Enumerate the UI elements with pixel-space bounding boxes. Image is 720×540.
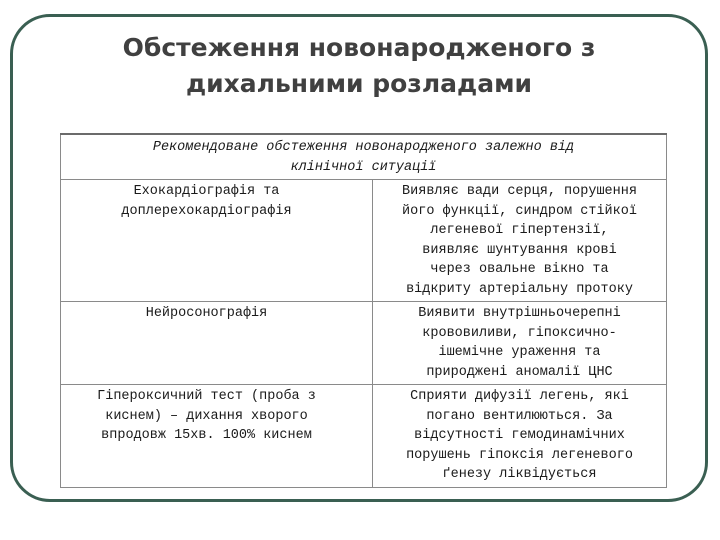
cell-line: відсутності гемодинамічних	[414, 428, 625, 443]
header-line: клінічної ситуації	[290, 159, 437, 175]
cell-line: погано вентилюються. За	[426, 408, 613, 424]
cell-line: доплерехокардіографія	[121, 203, 292, 219]
cell-line: виявляє шунтування крові	[422, 242, 617, 258]
header-line: Рекомендоване обстеження новонародженого залежно від	[152, 140, 575, 155]
cell-line: Нейросонографія	[145, 306, 268, 321]
cell-line: киснем) – дихання хворого	[105, 408, 308, 424]
slide-title	[10, 30, 708, 102]
cell-line: Виявляє вади серця, порушення	[402, 184, 637, 199]
title-line: Обстеження новонародженого з	[122, 33, 596, 62]
table-header-row	[61, 134, 667, 180]
cell-line: Виявити внутрішньочерепні	[418, 306, 621, 321]
table-row	[61, 385, 667, 488]
table-header	[61, 134, 667, 180]
purpose-cell	[373, 180, 667, 302]
cell-line: ішемічне ураження та	[438, 345, 601, 360]
exam-cell	[61, 385, 373, 488]
cell-line: ґенезу ліквідується	[442, 467, 597, 482]
cell-line: легеневої гіпертензії,	[430, 223, 609, 238]
cell-line: відкриту артеріальну протоку	[406, 281, 633, 297]
examination-table	[60, 133, 667, 488]
exam-cell	[61, 302, 373, 385]
purpose-cell	[373, 385, 667, 488]
cell-line: його функції, синдром стійкої	[402, 203, 637, 219]
table-row	[61, 180, 667, 302]
cell-line: крововиливи, гіпоксично-	[422, 325, 617, 341]
title-line: дихальними розладами	[185, 69, 533, 98]
cell-line: порушень гіпоксія легеневого	[406, 447, 633, 463]
purpose-cell	[373, 302, 667, 385]
cell-line: через овальне вікно та	[430, 262, 609, 277]
table-row	[61, 302, 667, 385]
cell-line: природжені аномалії ЦНС	[426, 364, 613, 380]
exam-cell	[61, 180, 373, 302]
cell-line: впродовж 15хв. 100% киснем	[101, 428, 312, 443]
cell-line: Ехокардіографія та	[133, 184, 280, 199]
cell-line: Гіпероксичний тест (проба з	[97, 389, 316, 404]
cell-line: Сприяти дифузії легень, які	[410, 389, 629, 404]
